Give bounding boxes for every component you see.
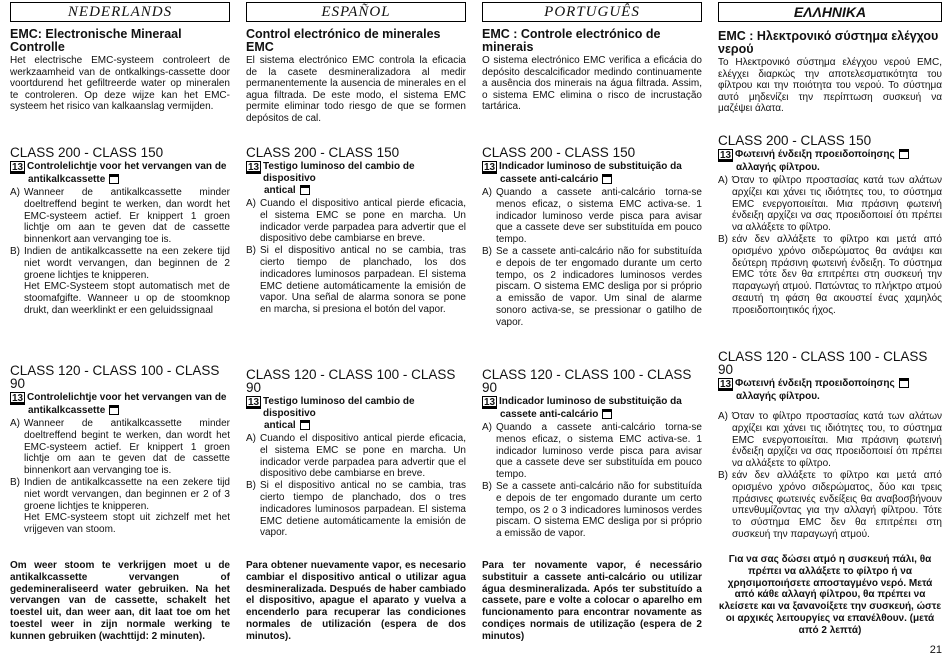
item-label: A) xyxy=(482,187,492,198)
indicator-title: Testigo luminoso del cambio de dispositivo xyxy=(263,161,415,184)
class-heading: CLASS 120 - CLASS 100 - CLASS 90 xyxy=(10,363,220,391)
indicator-subtitle: antical xyxy=(264,185,296,196)
column-espanol xyxy=(246,0,466,662)
language-header: ΕΛΛΗΝΙΚΑ xyxy=(718,2,942,22)
item-text: Si el dispositivo antical no se cambia, tras cierto tiempo de planchado, dos o tres indicadores luminosos parpadean. El sistema EMC detiene automáticamente la emisión de vapor. xyxy=(260,480,466,539)
indicator-title: Φωτεινή ένδειξη προειδοποίησης xyxy=(735,149,895,160)
emc-title: Control electrónico de minerales EMC xyxy=(246,27,441,54)
indicator-title: Controlelichtje voor het vervangen van de xyxy=(27,392,227,403)
page-number: 21 xyxy=(929,644,942,656)
item-label: A) xyxy=(482,422,492,433)
item-label: A) xyxy=(10,187,20,198)
indicator-title: Indicador luminoso de substituição da xyxy=(499,161,682,172)
column-nederlands xyxy=(10,0,230,662)
item-label: B) xyxy=(10,476,20,488)
step-number: 13 xyxy=(719,150,732,161)
step-number: 13 xyxy=(11,393,24,404)
item-label: B) xyxy=(718,233,728,245)
indicator-title: Testigo luminoso del cambio de dispositivo xyxy=(263,396,415,419)
cassette-icon xyxy=(602,174,612,184)
step-number: 13 xyxy=(11,162,24,173)
step-number: 13 xyxy=(719,379,732,390)
emc-text: Het electrische EMC-systeem controleert de werkzaamheid van de ontkalkings-cassette door voortdurend het gefiltreerde water op mineralen te controleren. Op deze wijze kan het EMC-systeem het risico van kalkaanslag vermijden. xyxy=(10,55,230,113)
cassette-icon xyxy=(899,149,909,159)
item-label: A) xyxy=(246,433,256,444)
emc-text: El sistema electrónico EMC controla la eficacia de la casete desmineralizadora al medir permanentemente la ausencia de minerales en el agua filtrada. De este modo, el sistema EMC permite eliminar todo riesgo de que se formen depósitos de cal. xyxy=(246,55,466,124)
indicator-subtitle: antikalkcassette xyxy=(28,405,106,416)
indicator-title: Φωτεινή ένδειξη προειδοποίησης xyxy=(735,378,895,389)
indicator-title: Indicador luminoso de substituição da xyxy=(499,396,682,407)
class-heading: CLASS 120 - CLASS 100 - CLASS 90 xyxy=(246,367,456,395)
indicator-subtitle: cassete anti-calcário xyxy=(500,174,599,185)
item-text: Se a cassete anti-calcário não for substituída e depois de ter engomado durante um certo tempo, os 2 o 3 indicadores luminosos verdes piscam. O sistema EMC desliga por si próprio a emissão de vapor. xyxy=(496,480,702,540)
class-heading: CLASS 200 - CLASS 150 xyxy=(718,133,872,148)
item-text: Wanneer de antikalkcassette minder doeltreffend begint te werken, dan wordt het EMC-systeem actief. Er knippert 1 groen lichtje om aan te geven dat de cassette binnenkort aan vervanging toe is. xyxy=(24,418,230,477)
item-label: A) xyxy=(10,418,20,429)
cassette-icon xyxy=(300,185,310,195)
section-class-200 xyxy=(482,146,702,329)
section-class-200 xyxy=(718,134,942,317)
indicator-subtitle: αλλαγής φίλτρου. xyxy=(736,162,820,173)
class-heading: CLASS 120 - CLASS 100 - CLASS 90 xyxy=(482,367,692,395)
item-label: B) xyxy=(246,245,256,257)
cassette-icon xyxy=(602,409,612,419)
steam-note: Para obtener nuevamente vapor, es necesario cambiar el dispositivo antical o utilizar agua desmineralizada. Después de haber cambiado el dispositivo, apague el aparato y vuelva a encenderlo para recuperar las condiciones normales de utilización (espera de dos minutos). xyxy=(246,560,466,642)
item-label: B) xyxy=(10,245,20,257)
item-label: A) xyxy=(718,175,728,186)
cassette-icon xyxy=(109,405,119,415)
indicator-subtitle: cassete anti-calcário xyxy=(500,409,599,420)
step-number: 13 xyxy=(247,397,260,408)
item-text: Όταν το φίλτρο προστασίας κατά των αλάτων αρχίζει και χάνει τις ιδιότητες του, το σύστημα EMC ενεργοποιείται. Μια πράσινη φωτεινή ένδειξη αρχίζει να σας προειδοποιεί ότι πρέπει να αλλάξετε το φίλτρο. xyxy=(732,175,942,234)
item-text: Όταν το φίλτρο προστασίας κατά των αλάτων αρχίζει και χάνει τις ιδιότητες του, το σύστημα EMC ενεργοποιείται. Μια πράσινη φωτεινή ένδειξη αρχίζει να σας προειδοποιεί ότι πρέπει να αλλάξετε το φίλτρο. xyxy=(732,411,942,470)
item-text: εάν δεν αλλάξετε το φίλτρο και μετά από ορισμένο χρόνο σιδερώματος θα ανάψει και δεύτερη πράσινη φωτεινή ένδειξη. Το σύστημα EMC τότε δεν θα επιτρέπει στη συσκευή την παραγωγή ατμού. Πατώντας το πλήκτρο ατμού σεαυτή τη φάση θα ακουστεί ένας χαμηλός προειδοποιητικός ήχος. xyxy=(732,233,942,316)
steam-note: Para ter novamente vapor, é necessário substituir a cassete anti-calcário ou utilizar água desmineralizada. Após ter substituído a cassete, pare e volte a colocar o aparelho em funcionamento para encontrar novamente as condiçes normais de utilização (espera de 2 minutos) xyxy=(482,560,702,642)
item-text: Quando a cassete anti-calcário torna-se menos eficaz, o sistema EMC activa-se. 1 indicador luminoso verde pisca para avisar que a cassete deve ser substituída em pouco tempo. xyxy=(496,187,702,246)
step-number: 13 xyxy=(483,162,496,173)
item-text: Quando a cassete anti-calcário torna-se menos eficaz, o sistema EMC activa-se. 1 indicador luminoso verde pisca para avisar que a cassete deve ser substituída em pouco tempo. xyxy=(496,422,702,481)
class-heading: CLASS 120 - CLASS 100 - CLASS 90 xyxy=(718,349,928,377)
item-text: Wanneer de antikalkcassette minder doeltreffend begint te werken, dan wordt het EMC-systeem actief. Er knippert 1 groen lichtje om aan te geven dat de cassette binnenkort aan vervanging toe is. xyxy=(24,187,230,246)
steam-note: Om weer stoom te verkrijgen moet u de antikalkcassette vervangen of gedemineraliseerd water gebruiken. Na het vervangen van de cassette, schakelt het toestel uit, dan weer aan, dit laat toe om het toestel weer in zijn normale werking te kunnen gebruiken (wachttijd: 2 minuten). xyxy=(10,560,230,642)
section-class-200 xyxy=(246,146,466,316)
item-extra: Het EMC-systeem stopt uit zichzelf met het vrijgeven van stoom. xyxy=(24,512,230,536)
indicator-subtitle: antikalkcassette xyxy=(28,174,106,185)
item-label: B) xyxy=(718,469,728,481)
item-label: B) xyxy=(482,480,492,492)
language-header: PORTUGUÊS xyxy=(482,2,702,22)
item-text: εάν δεν αλλάξετε το φίλτρο και μετά από ορισμένο χρόνο σιδερώματος, δύο και τρεις πράσινες φωτεινές ενδείξεις θα αναβοσβήνουν υπενθυμίζοντας για την αλλαγή φίλτρου. Τότε το σύστημα EMC δεν θα επιτρέπει στη συσκευή την παραγωγή ατμού. xyxy=(732,469,942,540)
steam-note: Για να σας δώσει ατμό η συσκευή πάλι, θα πρέπει να αλλάξετε το φίλτρο ή να χρησιμοποιήσετε αποσταγμένο νερό. Μετά από κάθε αλλαγή φίλτρου, θα πρέπει να κλείσετε και να ξανανοίξετε την συσκευή, ώστε οι αρχικές λειτουργίες να επανέλθουν. (μετά από 2 λεπτά) xyxy=(718,554,942,636)
emc-title: EMC : Ηλεκτρονικό σύστημα ελέγχου νερού xyxy=(718,29,939,56)
emc-title: EMC: Electronische Mineraal Controlle xyxy=(10,27,182,54)
item-label: A) xyxy=(246,198,256,209)
language-header: ESPAÑOL xyxy=(246,2,466,22)
class-heading: CLASS 200 - CLASS 150 xyxy=(246,145,400,160)
item-text: Indien de antikalkcassette na een zekere tijd niet wordt vervangen, dan beginnen er 2 of 3 groene lichtjes te knipperen. xyxy=(24,476,230,512)
emc-text: O sistema electrónico EMC verifica a eficácia do depósito descalcificador medindo continuamente a ausência dos minerais na água filtrada. Assim, o sistema EMC elimina o risco de incrustação tartárica. xyxy=(482,55,702,113)
cassette-icon xyxy=(300,420,310,430)
emc-title: EMC : Controle electrónico de minerais xyxy=(482,27,661,54)
indicator-subtitle: antical xyxy=(264,420,296,431)
item-text: Si el dispositivo antical no se cambia, tras cierto tiempo de planchado, los dos indicadores luminosos parpadean. El sistema EMC detiene automáticamente la emisión de vapor. Una señal de alarma sonora se pone en marcha, si presiona el botón del vapor. xyxy=(260,245,466,316)
cassette-icon xyxy=(899,378,909,388)
emc-text: Το Ηλεκτρονικό σύστημα ελέγχου νερού EMC, ελέγχει διαρκώς την αποτελεσματικότητα του φίλτρου και την ποιότητα του νερού. Το σύστημα αυτό μηδενίζει την περίπτωση συσκευή να μαζέψει άλατα. xyxy=(718,57,942,115)
item-text: Se a cassete anti-calcário não for substituída e depois de ter engomado durante um certo tempo, os 2 indicadores luminosos verdes piscam. O sistema EMC desliga por si próprio a emissão de vapor. Um sinal de alarme sonoro activa-se, se pressionar o gatilho de vapor. xyxy=(496,245,702,328)
section-class-120 xyxy=(718,350,942,541)
item-label: B) xyxy=(482,245,492,257)
item-extra: Het EMC-Systeem stopt automatisch met de stoomafgifte. Wanneer u op de stoomknop drukt, dan weerklinkt er een geluidssignaal xyxy=(24,281,230,316)
item-text: Indien de antikalkcassette na een zekere tijd niet wordt vervangen, dan beginnen de 2 groene lichtjes te knipperen. xyxy=(24,245,230,281)
section-class-120 xyxy=(246,368,466,539)
section-class-120 xyxy=(482,368,702,540)
column-portugues xyxy=(482,0,702,662)
item-text: Cuando el dispositivo antical pierde eficacia, el sistema EMC se pone en marcha. Un indicador verde parpadea para advertir que el dispositivo debe cambiarse en breve. xyxy=(260,198,466,245)
section-class-120 xyxy=(10,364,230,536)
class-heading: CLASS 200 - CLASS 150 xyxy=(482,145,636,160)
item-label: A) xyxy=(718,411,728,422)
item-label: B) xyxy=(246,480,256,492)
language-header: NEDERLANDS xyxy=(10,2,230,22)
step-number: 13 xyxy=(483,397,496,408)
section-class-200 xyxy=(10,146,230,317)
indicator-title: Controlelichtje voor het vervangen van de xyxy=(27,161,227,172)
indicator-subtitle: αλλαγής φίλτρου. xyxy=(736,391,820,402)
step-number: 13 xyxy=(247,162,260,173)
class-heading: CLASS 200 - CLASS 150 xyxy=(10,145,164,160)
column-ellinika xyxy=(718,0,942,662)
cassette-icon xyxy=(109,174,119,184)
item-text: Cuando el dispositivo antical pierde eficacia, el sistema EMC se pone en marcha. Un indicador verde parpadea para advertir que el dispositivo debe cambiarse en breve. xyxy=(260,433,466,480)
